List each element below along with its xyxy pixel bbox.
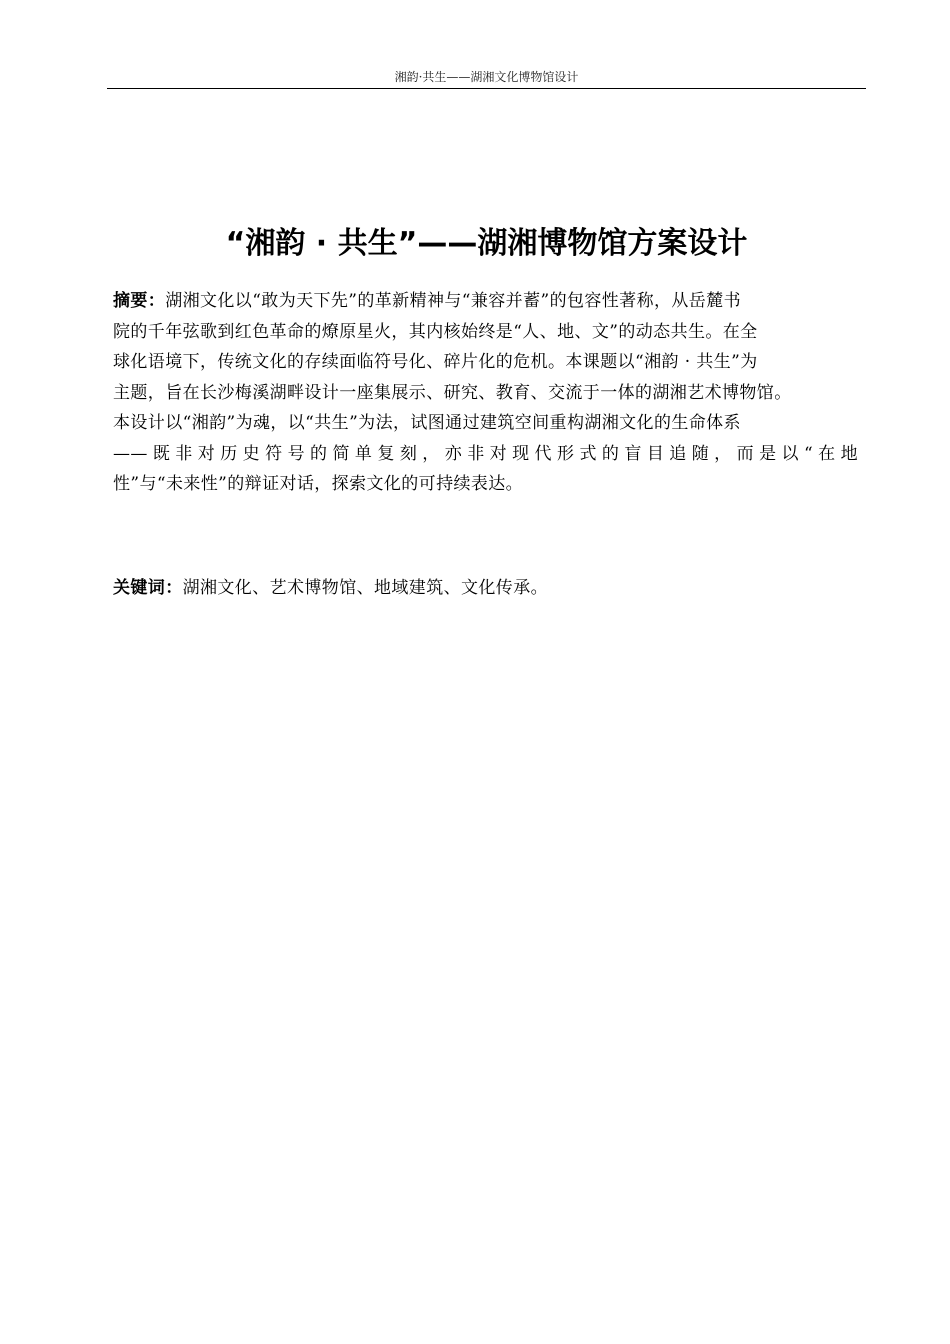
document-title: “湘韵 · 共生”——湖湘博物馆方案设计: [225, 226, 748, 261]
keywords-label: 关键词：: [113, 578, 183, 598]
abstract-label: 摘要：: [113, 291, 166, 311]
header-divider: [107, 88, 866, 89]
abstract-line: ——既非对历史符号的简单复刻，亦非对现代形式的盲目追随，而是以“在地: [113, 443, 858, 464]
abstract-line: [113, 286, 858, 317]
keywords-section: [113, 573, 858, 603]
abstract-line: 本设计以“湘韵”为魂，以“共生”为法，试图通过建筑空间重构湖湘文化的生命体系: [113, 413, 741, 433]
abstract-line: 性”与“未来性”的辩证对话，探索文化的可持续表达。: [113, 474, 524, 494]
abstract-line: 院的千年弦歌到红色革命的燎原星火，其内核始终是“人、地、文”的动态共生。在全: [113, 321, 758, 342]
keywords-text: 湖湘文化、艺术博物馆、地域建筑、文化传承。: [182, 578, 549, 598]
abstract-section: [113, 286, 858, 500]
abstract-text: 湖湘文化以“敢为天下先”的革新精神与“兼容并蓄”的包容性著称，从岳麓书: [165, 291, 741, 311]
running-header: 湘韵·共生——湖湘文化博物馆设计: [394, 70, 579, 84]
abstract-line: 主题，旨在长沙梅溪湖畔设计一座集展示、研究、教育、交流于一体的湖湘艺术博物馆。: [113, 382, 792, 403]
abstract-line: 球化语境下，传统文化的存续面临符号化、碎片化的危机。本课题以“湘韵 · 共生”为: [113, 352, 758, 372]
